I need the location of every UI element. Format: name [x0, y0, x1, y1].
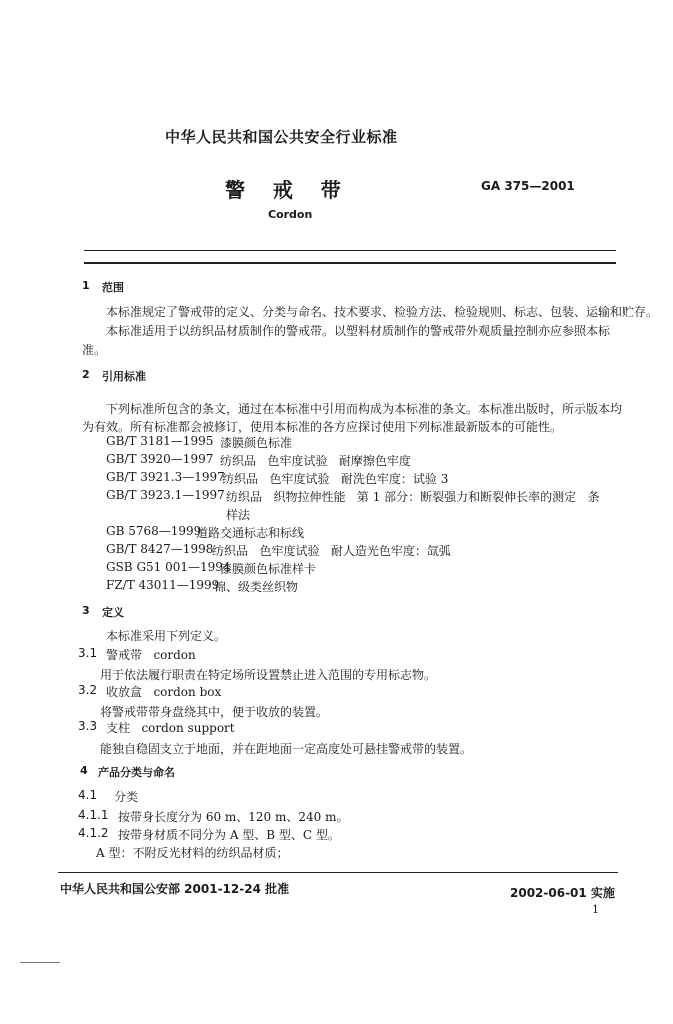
header-rule-bottom [84, 262, 616, 264]
section-1-number: 1 [82, 279, 90, 292]
ref-title: 纺织品 色牢度试验 耐洗色牢度：试验 3 [222, 472, 449, 486]
section-2-heading: 引用标准 [102, 370, 146, 383]
ref-title-cont: 样法 [226, 508, 251, 522]
section-1-para-2-cont: 准。 [82, 343, 107, 357]
ref-code: GB/T 3920—1997 [106, 452, 214, 466]
implementation-date: 2002-06-01 实施 [510, 886, 615, 900]
clause-4-1-1-number: 4.1.1 [78, 808, 109, 822]
definition-3-3-term: 支柱 cordon support [106, 721, 235, 735]
section-1-heading: 范围 [102, 281, 124, 294]
section-4-heading: 产品分类与命名 [98, 766, 175, 779]
clause-4-1-2-text: 按带身材质不同分为 A 型、B 型、C 型。 [118, 828, 340, 842]
ref-title: 漆膜颜色标准样卡 [220, 562, 317, 576]
ref-code: GB 5768—1999 [106, 524, 202, 538]
definition-3-3-text: 能独自稳固支立于地面，并在距地面一定高度处可悬挂警戒带的装置。 [100, 742, 473, 756]
definition-3-2-number: 3.2 [78, 683, 98, 697]
ref-code: FZ/T 43011—1999 [106, 578, 220, 592]
definition-3-1-text: 用于依法履行职责在特定场所设置禁止进入范围的专用标志物。 [100, 668, 437, 682]
ref-title: 锦、级类丝织物 [214, 580, 299, 594]
section-4-number: 4 [80, 764, 88, 777]
clause-4-1-title: 分类 [114, 790, 139, 804]
clause-4-1-1-text: 按带身长度分为 60 m、120 m、240 m。 [118, 810, 349, 824]
type-a-description: A 型：不附反光材料的纺织品材质； [96, 846, 289, 860]
definition-3-3-number: 3.3 [78, 719, 98, 733]
clause-4-1-2-number: 4.1.2 [78, 826, 109, 840]
ref-code: GB/T 3921.3—1997 [106, 470, 225, 484]
ref-title: 纺织品 色牢度试验 耐摩擦色牢度 [220, 454, 411, 468]
section-3-heading: 定义 [102, 606, 124, 619]
ref-title: 道路交通标志和标线 [196, 526, 305, 540]
section-2-intro: 下列标准所包含的条文，通过在本标准中引用而构成为本标准的条文。本标准出版时，所示版本均 [106, 402, 623, 416]
section-1-para-1: 本标准规定了警戒带的定义、分类与命名、技术要求、检验方法、检验规则、标志、包装、运输和贮存。 [106, 305, 659, 319]
definition-3-1-term: 警戒带 cordon [106, 648, 196, 662]
section-2-intro-cont: 为有效。所有标准都会被修订，使用本标准的各方应探讨使用下列标准最新版本的可能性。 [82, 420, 563, 434]
section-3-intro: 本标准采用下列定义。 [106, 629, 227, 643]
ref-title: 纺织品 色牢度试验 耐人造光色牢度：氙弧 [212, 544, 451, 558]
ref-code: GSB G51 001—1994 [106, 560, 231, 574]
definition-3-1-number: 3.1 [78, 646, 98, 660]
header-rule-top [84, 250, 616, 251]
section-3-number: 3 [82, 604, 90, 617]
ref-title: 纺织品 织物拉伸性能 第 1 部分：断裂强力和断裂伸长率的测定 条 [226, 490, 600, 504]
section-1-para-2: 本标准适用于以纺织品材质制作的警戒带。以塑料材质制作的警戒带外观质量控制亦应参照本标 [106, 324, 611, 338]
ref-code: GB/T 8427—1998 [106, 542, 214, 556]
page-number: 1 [592, 903, 599, 916]
scan-edge-mark [20, 962, 60, 963]
ref-title: 漆膜颜色标准 [220, 436, 293, 450]
definition-3-2-term: 收放盒 cordon box [106, 685, 222, 699]
document-title-english: Cordon [268, 208, 313, 221]
standard-number: GA 375—2001 [481, 179, 575, 193]
section-2-number: 2 [82, 368, 90, 381]
ref-code: GB/T 3923.1—1997 [106, 488, 225, 502]
approval-line: 中华人民共和国公安部 2001-12-24 批准 [60, 882, 290, 896]
industry-standard-title: 中华人民共和国公共安全行业标准 [165, 128, 398, 146]
clause-4-1-number: 4.1 [78, 788, 98, 802]
document-title: 警 戒 带 [225, 178, 341, 202]
ref-code: GB/T 3181—1995 [106, 434, 214, 448]
definition-3-2-text: 将警戒带带身盘绕其中，便于收放的装置。 [100, 705, 329, 719]
footer-rule [58, 872, 618, 873]
